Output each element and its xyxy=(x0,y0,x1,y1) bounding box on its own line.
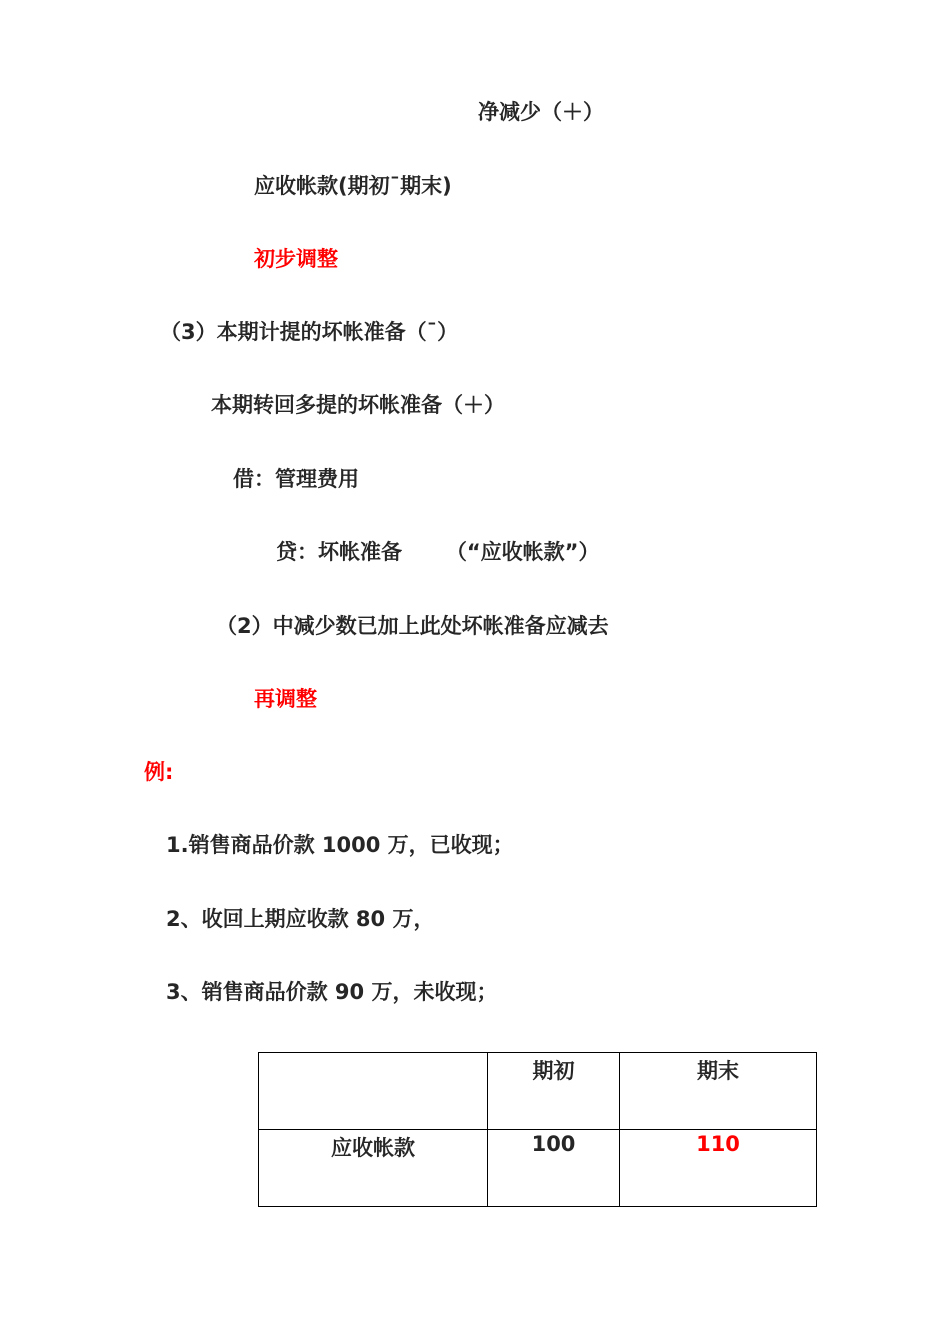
example-item-1: 1.销售商品价款 1000 万，已收现； xyxy=(166,833,514,857)
table-row-opening-value: 100 xyxy=(488,1130,620,1207)
reversal-provision-line: 本期转回多提的坏帐准备（＋） xyxy=(211,393,505,417)
table-row xyxy=(259,1130,817,1207)
example-heading: 例: xyxy=(144,760,174,784)
table-row-closing-value: 110 xyxy=(620,1130,817,1207)
table-row-label: 应收帐款 xyxy=(259,1130,488,1207)
debit-entry-line: 借：管理费用 xyxy=(233,467,359,491)
table-header-row xyxy=(259,1053,817,1130)
table-header-empty-cell xyxy=(259,1053,488,1130)
readjustment-heading: 再调整 xyxy=(254,687,317,711)
net-decrease-line: 净减少（＋） xyxy=(478,100,604,124)
credit-entry-line: 贷：坏帐准备 （“应收帐款”） xyxy=(276,540,600,564)
table-header-closing: 期末 xyxy=(620,1053,817,1130)
example-item-2: 2、收回上期应收款 80 万， xyxy=(166,907,435,931)
example-item-3: 3、销售商品价款 90 万，未收现； xyxy=(166,980,498,1004)
deduction-note-line: （2）中减少数已加上此处坏帐准备应减去 xyxy=(216,614,609,638)
table-header-opening: 期初 xyxy=(488,1053,620,1130)
preliminary-adjustment-heading: 初步调整 xyxy=(254,247,338,271)
bad-debt-provision-line: （3）本期计提的坏帐准备（¯） xyxy=(160,320,459,344)
receivables-table xyxy=(258,1052,817,1207)
receivables-formula-line: 应收帐款(期初¯期末) xyxy=(254,174,452,198)
